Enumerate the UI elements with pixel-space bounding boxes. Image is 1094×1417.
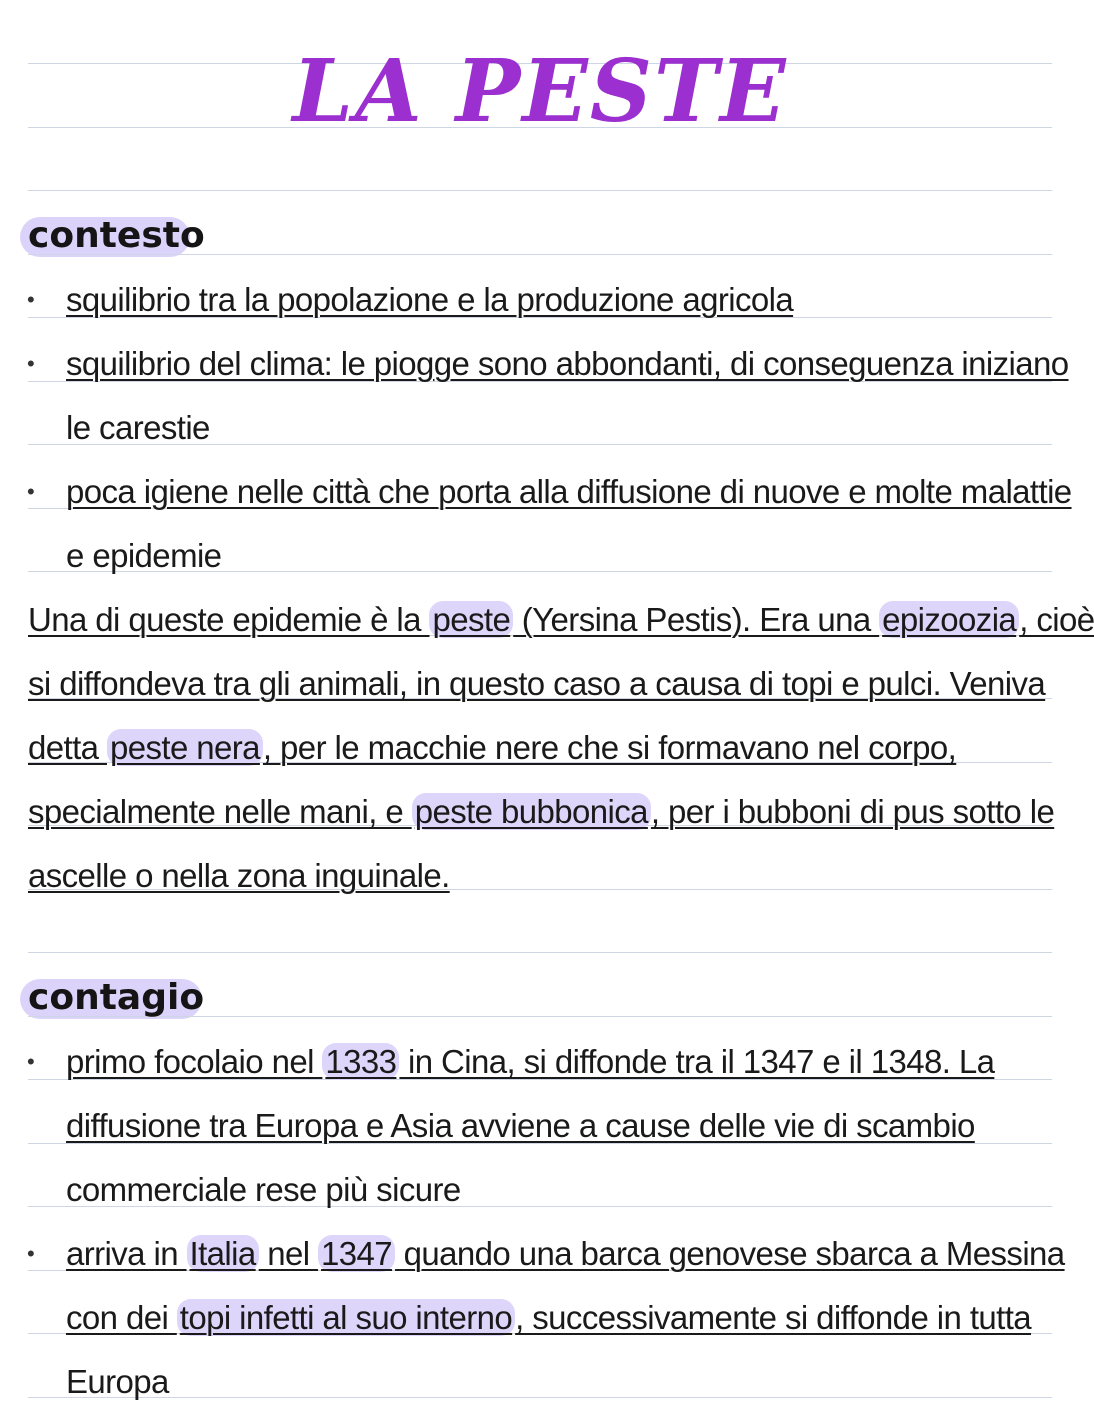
bullet-dot: • <box>27 351 35 376</box>
highlight-term: peste <box>429 601 513 638</box>
highlight-term: 1347 <box>318 1235 395 1272</box>
highlight-term: peste bubbonica <box>412 793 651 830</box>
bullet-dot: • <box>27 1241 35 1266</box>
bullet-item: • arriva in Italia nel 1347 quando una barca genovese sbarca a Messina <box>0 1222 1080 1286</box>
bullet-item-continuation: con dei topi infetti al suo interno, successivamente si diffonde in tutta <box>66 1299 1032 1336</box>
highlight-term: epizoozia <box>879 601 1019 638</box>
bullet-item-continuation: diffusione tra Europa e Asia avviene a cause delle vie di scambio <box>66 1107 975 1144</box>
highlight-term: topi infetti al suo interno <box>177 1299 515 1336</box>
bullet-item: • poca igiene nelle città che porta alla diffusione di nuove e molte malattie <box>0 460 1080 524</box>
highlight-term: Italia <box>187 1235 259 1272</box>
paragraph-line: specialmente nelle mani, e peste bubbonica, per i bubboni di pus sotto le <box>28 793 1055 830</box>
bullet-item-continuation: le carestie <box>66 409 210 446</box>
bullet-item-continuation: e epidemie <box>66 537 222 574</box>
paragraph-line: ascelle o nella zona inguinale. <box>28 857 450 894</box>
section-heading-contagio: contagio <box>28 966 204 1030</box>
highlight-term: 1333 <box>322 1043 399 1080</box>
bullet-item-continuation: commerciale rese più sicure <box>66 1171 461 1208</box>
paragraph-line: si diffondeva tra gli animali, in questo caso a causa di topi e pulci. Veniva <box>28 665 1046 702</box>
bullet-dot: • <box>27 1049 35 1074</box>
page-title: LA PESTE <box>292 41 788 142</box>
bullet-dot: • <box>27 287 35 312</box>
bullet-item: • squilibrio tra la popolazione e la produzione agricola <box>0 268 1080 332</box>
bullet-dot: • <box>27 479 35 504</box>
paragraph-line: Una di queste epidemie è la peste (Yersina Pestis). Era una epizoozia, cioè <box>28 601 1094 638</box>
highlight-term: peste nera <box>107 729 263 766</box>
bullet-item-continuation: Europa <box>66 1363 169 1400</box>
bullet-item: • primo focolaio nel 1333 in Cina, si diffonde tra il 1347 e il 1348. La <box>0 1030 1080 1094</box>
paragraph-line: detta peste nera, per le macchie nere che si formavano nel corpo, <box>28 729 957 766</box>
section-heading-contesto: contesto <box>28 204 205 268</box>
bullet-item: • squilibrio del clima: le piogge sono abbondanti, di conseguenza iniziano <box>0 332 1080 396</box>
